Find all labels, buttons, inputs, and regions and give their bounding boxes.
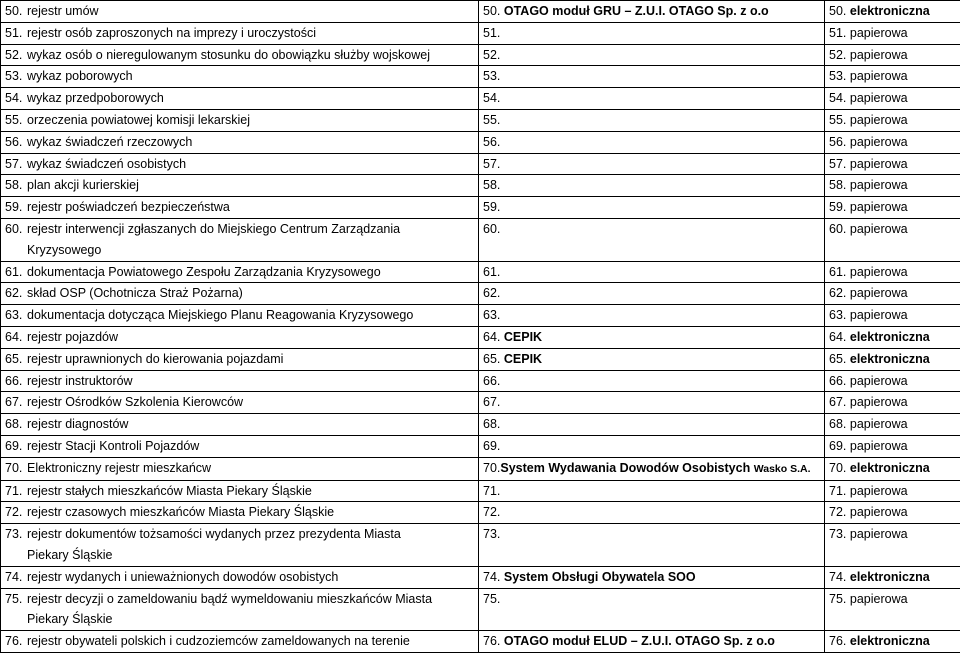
form-type: papierowa: [850, 135, 908, 149]
system-number: 75.: [483, 592, 500, 606]
table-row: [1, 197, 960, 219]
system-cell: [479, 283, 825, 305]
register-name: rejestr wydanych i unieważnionych dowodów osobistych: [27, 570, 338, 584]
form-number: 69.: [829, 439, 846, 453]
register-name: wykaz świadczeń rzeczowych: [27, 135, 192, 149]
form-number: 62.: [829, 286, 846, 300]
form-cell: [825, 326, 960, 348]
row-number: 71.: [5, 481, 27, 502]
table-row: [1, 153, 960, 175]
system-number: 61.: [483, 265, 500, 279]
system-number: 67.: [483, 395, 500, 409]
form-cell: [825, 502, 960, 524]
table-row: [1, 435, 960, 457]
form-number: 74.: [829, 570, 846, 584]
form-cell: [825, 153, 960, 175]
system-number: 60.: [483, 222, 500, 236]
system-number: 57.: [483, 157, 500, 171]
system-cell: [479, 348, 825, 370]
register-name-cell: [1, 131, 479, 153]
system-cell: [479, 218, 825, 261]
system-number: 62.: [483, 286, 500, 300]
register-name: rejestr stałych mieszkańców Miasta Piekary Śląskie: [27, 484, 312, 498]
row-number: 69.: [5, 436, 27, 457]
system-number: 55.: [483, 113, 500, 127]
form-number: 59.: [829, 200, 846, 214]
system-number: 53.: [483, 69, 500, 83]
form-number: 75.: [829, 592, 846, 606]
form-type: papierowa: [850, 91, 908, 105]
form-type: papierowa: [850, 374, 908, 388]
register-name-cell: [1, 153, 479, 175]
system-number: 66.: [483, 374, 500, 388]
system-cell: [479, 435, 825, 457]
register-name-cell: [1, 392, 479, 414]
table-row: [1, 326, 960, 348]
register-name: wykaz osób o nieregulowanym stosunku do obowiązku służby wojskowej: [27, 48, 430, 62]
system-cell: [479, 370, 825, 392]
register-name: orzeczenia powiatowej komisji lekarskiej: [27, 113, 250, 127]
register-name-cell: [1, 326, 479, 348]
register-name: rejestr osób zaproszonych na imprezy i uroczystości: [27, 26, 316, 40]
register-name-cell: [1, 218, 479, 261]
form-cell: [825, 131, 960, 153]
form-number: 68.: [829, 417, 846, 431]
form-cell: [825, 22, 960, 44]
row-number: 56.: [5, 132, 27, 153]
row-number: 74.: [5, 567, 27, 588]
form-type: elektroniczna: [850, 330, 930, 344]
register-name: rejestr interwencji zgłaszanych do Miejskiego Centrum Zarządzania: [27, 222, 400, 236]
system-number: 64.: [483, 330, 500, 344]
table-row: [1, 261, 960, 283]
system-cell: [479, 22, 825, 44]
system-number: 65.: [483, 352, 500, 366]
system-name: OTAGO moduł ELUD – Z.U.I. OTAGO Sp. z o.o: [504, 634, 775, 648]
row-number: 58.: [5, 175, 27, 196]
register-name-cell: [1, 348, 479, 370]
system-cell: [479, 44, 825, 66]
form-number: 72.: [829, 505, 846, 519]
system-name: CEPIK: [504, 330, 542, 344]
system-cell: [479, 588, 825, 631]
row-number: 51.: [5, 23, 27, 44]
form-number: 58.: [829, 178, 846, 192]
system-number: 56.: [483, 135, 500, 149]
form-cell: [825, 435, 960, 457]
form-cell: [825, 66, 960, 88]
system-number: 58.: [483, 178, 500, 192]
form-type: papierowa: [850, 308, 908, 322]
form-type: papierowa: [850, 527, 908, 541]
form-cell: [825, 197, 960, 219]
system-cell: [479, 305, 825, 327]
register-name-cell: [1, 435, 479, 457]
form-number: 54.: [829, 91, 846, 105]
register-name-cell: [1, 261, 479, 283]
register-name: rejestr obywateli polskich i cudzoziemców zameldowanych na terenie: [27, 634, 410, 648]
form-number: 50.: [829, 4, 846, 18]
system-name: CEPIK: [504, 352, 542, 366]
form-cell: [825, 631, 960, 653]
table-row: [1, 348, 960, 370]
system-cell: [479, 66, 825, 88]
form-number: 70.: [829, 461, 846, 475]
register-name-continuation: Piekary Śląskie: [5, 609, 474, 630]
form-cell: [825, 566, 960, 588]
form-cell: [825, 305, 960, 327]
form-number: 60.: [829, 222, 846, 236]
form-cell: [825, 588, 960, 631]
register-name: wykaz świadczeń osobistych: [27, 157, 186, 171]
row-number: 50.: [5, 1, 27, 22]
row-number: 76.: [5, 631, 27, 652]
row-number: 60.: [5, 219, 27, 240]
system-cell: [479, 631, 825, 653]
register-name-cell: [1, 566, 479, 588]
register-name-cell: [1, 88, 479, 110]
form-type: papierowa: [850, 592, 908, 606]
form-cell: [825, 261, 960, 283]
form-cell: [825, 88, 960, 110]
row-number: 67.: [5, 392, 27, 413]
row-number: 73.: [5, 524, 27, 545]
row-number: 65.: [5, 349, 27, 370]
form-number: 52.: [829, 48, 846, 62]
form-type: elektroniczna: [850, 570, 930, 584]
system-cell: [479, 175, 825, 197]
system-name: System Wydawania Dowodów Osobistych: [500, 461, 750, 475]
system-cell: [479, 457, 825, 480]
system-number: 52.: [483, 48, 500, 62]
table-row: [1, 502, 960, 524]
form-cell: [825, 109, 960, 131]
system-cell: [479, 109, 825, 131]
system-number: 76.: [483, 634, 500, 648]
form-type: papierowa: [850, 439, 908, 453]
table-row: [1, 588, 960, 631]
register-name-cell: [1, 109, 479, 131]
form-type: papierowa: [850, 505, 908, 519]
table-row: [1, 131, 960, 153]
system-number: 68.: [483, 417, 500, 431]
system-vendor: Wasko S.A.: [754, 463, 811, 475]
form-type: papierowa: [850, 200, 908, 214]
form-number: 63.: [829, 308, 846, 322]
form-number: 51.: [829, 26, 846, 40]
table-row: [1, 44, 960, 66]
register-name: rejestr instruktorów: [27, 374, 133, 388]
register-name: wykaz poborowych: [27, 69, 133, 83]
system-cell: [479, 131, 825, 153]
row-number: 75.: [5, 589, 27, 610]
form-type: papierowa: [850, 417, 908, 431]
register-name-cell: [1, 283, 479, 305]
row-number: 62.: [5, 283, 27, 304]
register-name: dokumentacja Powiatowego Zespołu Zarządzania Kryzysowego: [27, 265, 381, 279]
system-number: 69.: [483, 439, 500, 453]
table-row: [1, 283, 960, 305]
system-cell: [479, 414, 825, 436]
table-row: [1, 631, 960, 653]
register-name-cell: [1, 305, 479, 327]
form-cell: [825, 370, 960, 392]
form-cell: [825, 175, 960, 197]
row-number: 54.: [5, 88, 27, 109]
form-number: 64.: [829, 330, 846, 344]
form-cell: [825, 218, 960, 261]
system-number: 51.: [483, 26, 500, 40]
table-row: [1, 524, 960, 567]
form-type: papierowa: [850, 48, 908, 62]
form-number: 61.: [829, 265, 846, 279]
system-cell: [479, 1, 825, 23]
row-number: 63.: [5, 305, 27, 326]
table-row: [1, 1, 960, 23]
form-number: 65.: [829, 352, 846, 366]
row-number: 66.: [5, 371, 27, 392]
form-cell: [825, 1, 960, 23]
table-row: [1, 175, 960, 197]
system-number: 63.: [483, 308, 500, 322]
system-number: 54.: [483, 91, 500, 105]
register-name-cell: [1, 175, 479, 197]
row-number: 64.: [5, 327, 27, 348]
form-cell: [825, 392, 960, 414]
register-name: rejestr diagnostów: [27, 417, 128, 431]
row-number: 52.: [5, 45, 27, 66]
table-row: [1, 109, 960, 131]
form-type: papierowa: [850, 286, 908, 300]
form-number: 73.: [829, 527, 846, 541]
row-number: 57.: [5, 154, 27, 175]
system-cell: [479, 502, 825, 524]
form-cell: [825, 283, 960, 305]
form-number: 57.: [829, 157, 846, 171]
table-row: [1, 370, 960, 392]
row-number: 72.: [5, 502, 27, 523]
form-cell: [825, 457, 960, 480]
form-cell: [825, 348, 960, 370]
register-name-cell: [1, 22, 479, 44]
register-name: rejestr uprawnionych do kierowania pojazdami: [27, 352, 283, 366]
register-name-cell: [1, 631, 479, 653]
system-number: 74.: [483, 570, 500, 584]
register-name: rejestr Stacji Kontroli Pojazdów: [27, 439, 199, 453]
register-name-cell: [1, 480, 479, 502]
register-name-cell: [1, 414, 479, 436]
system-number: 59.: [483, 200, 500, 214]
form-cell: [825, 480, 960, 502]
table-row: [1, 414, 960, 436]
system-cell: [479, 153, 825, 175]
system-number: 70.: [483, 461, 500, 475]
form-type: elektroniczna: [850, 4, 930, 18]
register-name-cell: [1, 370, 479, 392]
form-type: elektroniczna: [850, 352, 930, 366]
register-name: rejestr pojazdów: [27, 330, 118, 344]
form-number: 67.: [829, 395, 846, 409]
register-name: rejestr czasowych mieszkańców Miasta Piekary Śląskie: [27, 505, 334, 519]
form-type: papierowa: [850, 157, 908, 171]
form-type: papierowa: [850, 222, 908, 236]
register-name-continuation: Piekary Śląskie: [5, 545, 474, 566]
table-row: [1, 480, 960, 502]
form-type: papierowa: [850, 69, 908, 83]
table-row: [1, 88, 960, 110]
form-type: elektroniczna: [850, 634, 930, 648]
table-row: [1, 457, 960, 480]
form-number: 71.: [829, 484, 846, 498]
form-number: 76.: [829, 634, 846, 648]
register-name-cell: [1, 1, 479, 23]
form-type: papierowa: [850, 265, 908, 279]
register-name-cell: [1, 44, 479, 66]
register-name: plan akcji kurierskiej: [27, 178, 139, 192]
form-type: papierowa: [850, 484, 908, 498]
form-type: papierowa: [850, 26, 908, 40]
register-name-cell: [1, 588, 479, 631]
form-cell: [825, 524, 960, 567]
register-name: skład OSP (Ochotnicza Straż Pożarna): [27, 286, 243, 300]
row-number: 53.: [5, 66, 27, 87]
register-name: wykaz przedpoborowych: [27, 91, 164, 105]
system-name: OTAGO moduł GRU – Z.U.I. OTAGO Sp. z o.o: [504, 4, 769, 18]
row-number: 59.: [5, 197, 27, 218]
system-number: 72.: [483, 505, 500, 519]
register-name-cell: [1, 457, 479, 480]
system-cell: [479, 197, 825, 219]
form-type: elektroniczna: [850, 461, 930, 475]
register-name: rejestr umów: [27, 4, 99, 18]
register-name: rejestr poświadczeń bezpieczeństwa: [27, 200, 230, 214]
form-number: 66.: [829, 374, 846, 388]
form-type: papierowa: [850, 113, 908, 127]
table-row: [1, 566, 960, 588]
table-row: [1, 22, 960, 44]
system-number: 71.: [483, 484, 500, 498]
form-cell: [825, 414, 960, 436]
register-name: dokumentacja dotycząca Miejskiego Planu Reagowania Kryzysowego: [27, 308, 413, 322]
system-name: System Obsługi Obywatela SOO: [504, 570, 696, 584]
system-cell: [479, 326, 825, 348]
row-number: 68.: [5, 414, 27, 435]
form-cell: [825, 44, 960, 66]
system-cell: [479, 480, 825, 502]
register-name: rejestr decyzji o zameldowaniu bądź wymeldowaniu mieszkańców Miasta: [27, 592, 432, 606]
register-name-cell: [1, 524, 479, 567]
table-row: [1, 305, 960, 327]
system-cell: [479, 261, 825, 283]
form-number: 53.: [829, 69, 846, 83]
register-name: rejestr dokumentów tożsamości wydanych przez prezydenta Miasta: [27, 527, 401, 541]
register-name-cell: [1, 502, 479, 524]
system-cell: [479, 392, 825, 414]
form-number: 56.: [829, 135, 846, 149]
table-row: [1, 392, 960, 414]
form-number: 55.: [829, 113, 846, 127]
row-number: 70.: [5, 458, 27, 479]
form-type: papierowa: [850, 178, 908, 192]
row-number: 55.: [5, 110, 27, 131]
form-type: papierowa: [850, 395, 908, 409]
row-number: 61.: [5, 262, 27, 283]
system-number: 73.: [483, 527, 500, 541]
register-name-cell: [1, 197, 479, 219]
table-row: [1, 218, 960, 261]
register-name: rejestr Ośrodków Szkolenia Kierowców: [27, 395, 243, 409]
registry-table-body: [1, 1, 960, 653]
register-name: Elektroniczny rejestr mieszkańcw: [27, 461, 211, 475]
system-cell: [479, 566, 825, 588]
system-cell: [479, 524, 825, 567]
register-name-cell: [1, 66, 479, 88]
system-cell: [479, 88, 825, 110]
register-name-continuation: Kryzysowego: [5, 240, 474, 261]
system-number: 50.: [483, 4, 500, 18]
table-row: [1, 66, 960, 88]
